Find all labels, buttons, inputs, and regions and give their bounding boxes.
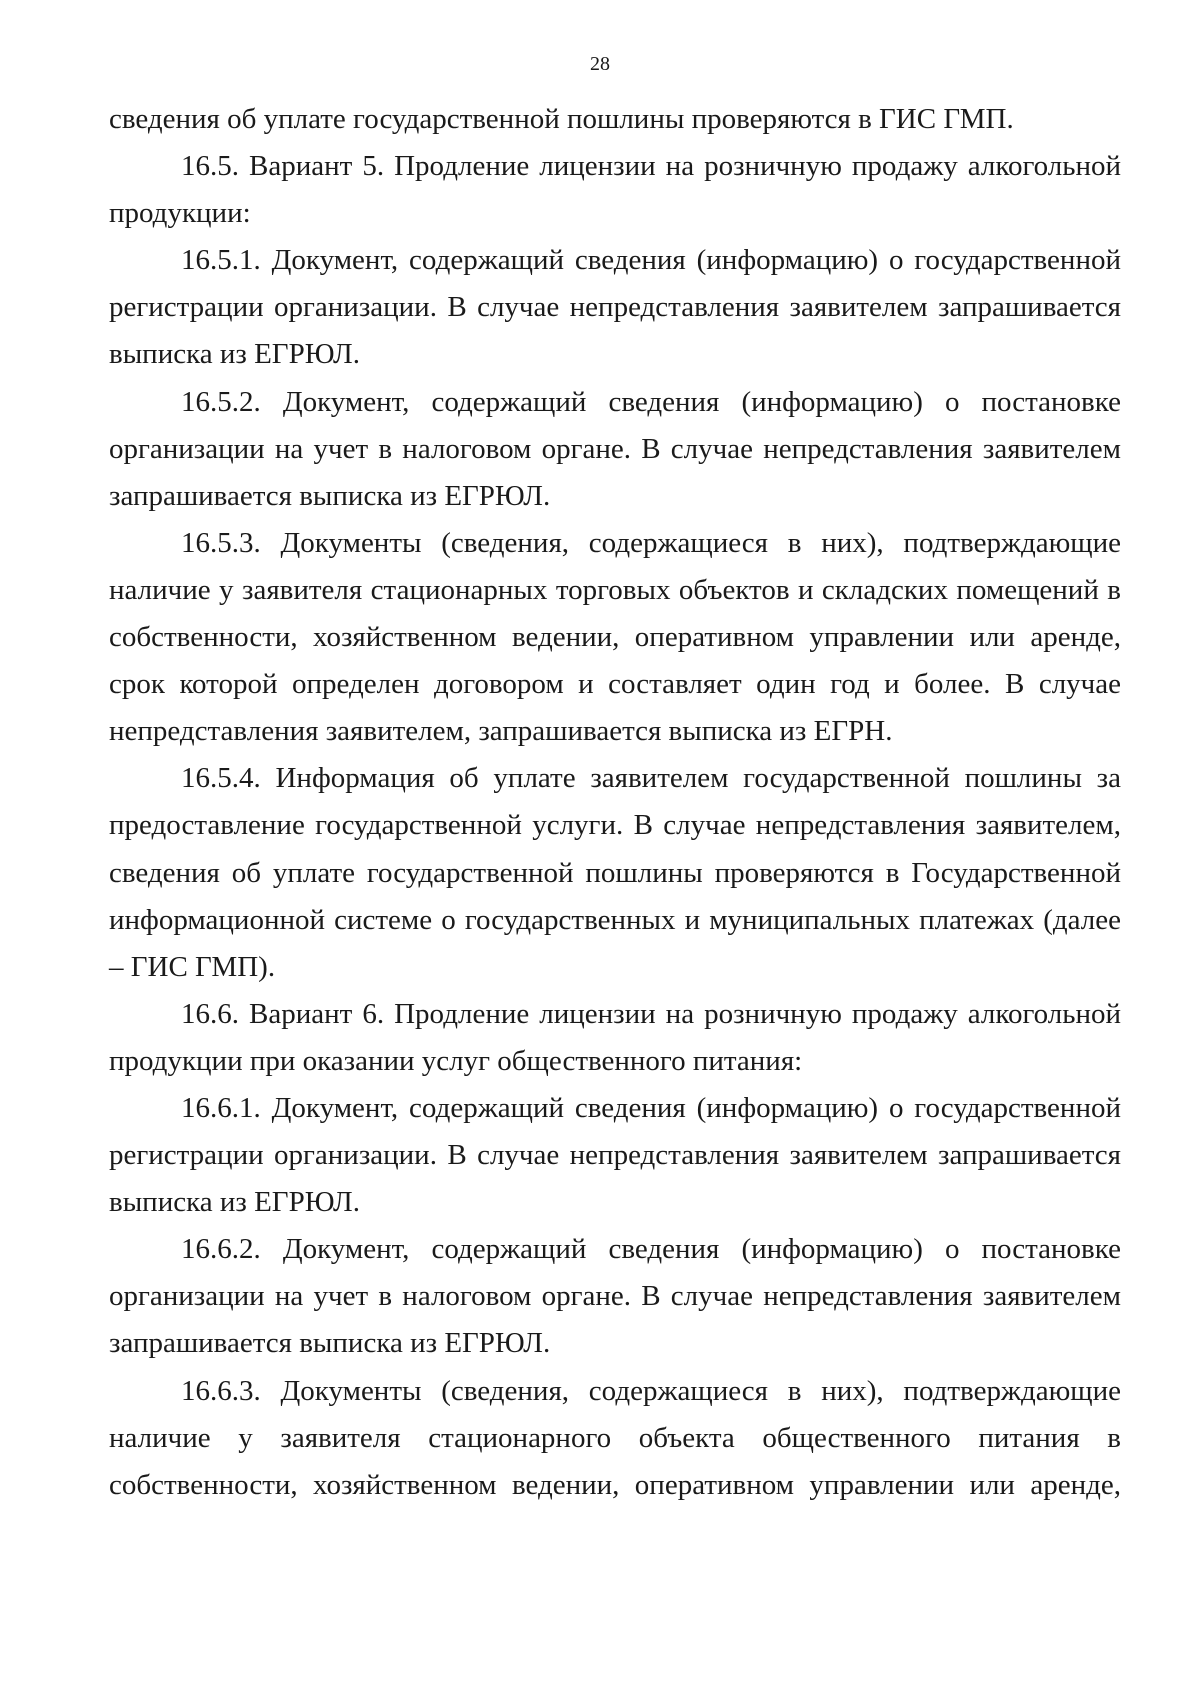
paragraph-16-5-2: 16.5.2. Документ, содержащий сведения (информацию) о постановке организации на учет в налоговом органе. В случае непредставления заявителем запрашивается выписка из ЕГРЮЛ. <box>109 385 1121 512</box>
paragraph-16-5-1: 16.5.1. Документ, содержащий сведения (информацию) о государственной регистрации организации. В случае непредставления заявителем запрашивается выписка из ЕГРЮЛ. <box>109 244 1121 371</box>
paragraph-16-6-3: 16.6.3. Документы (сведения, содержащиеся в них), подтверждающие наличие у заявителя стационарного объекта общественного питания в собственности, хозяйственном ведении, оперативном управлении или аренде, <box>109 1374 1121 1501</box>
document-body <box>109 96 1121 1509</box>
paragraph-continuation: сведения об уплате государственной пошлины проверяются в ГИС ГМП. <box>109 103 1014 135</box>
page-number: 28 <box>590 53 610 75</box>
paragraph-16-6-1: 16.6.1. Документ, содержащий сведения (информацию) о государственной регистрации организации. В случае непредставления заявителем запрашивается выписка из ЕГРЮЛ. <box>109 1091 1121 1219</box>
paragraph-16-6-2: 16.6.2. Документ, содержащий сведения (информацию) о постановке организации на учет в налоговом органе. В случае непредставления заявителем запрашивается выписка из ЕГРЮЛ. <box>109 1233 1121 1360</box>
paragraph-16-5-4: 16.5.4. Информация об уплате заявителем государственной пошлины за предоставление государственной услуги. В случае непредставления заявителем, сведения об уплате государственной пошлины проверяются в Государственной информационной системе о государственных и муниципальных платежах (далее – ГИС ГМП). <box>109 762 1121 983</box>
paragraph-16-5-3: 16.5.3. Документы (сведения, содержащиеся в них), подтверждающие наличие у заявителя стационарных торговых объектов и складских помещений в собственности, хозяйственном ведении, оперативном управлении или аренде, срок которой определен договором и составляет один год и более. В случае непредставления заявителем, запрашивается выписка из ЕГРН. <box>109 526 1121 748</box>
paragraph-16-5: 16.5. Вариант 5. Продление лицензии на розничную продажу алкогольной продукции: <box>109 150 1121 230</box>
paragraph-16-6: 16.6. Вариант 6. Продление лицензии на розничную продажу алкогольной продукции при оказании услуг общественного питания: <box>109 997 1121 1077</box>
